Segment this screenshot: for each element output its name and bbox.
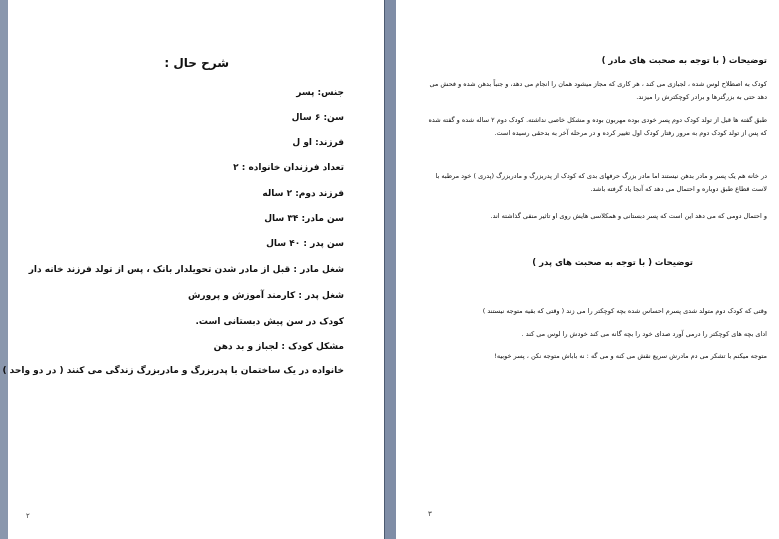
info-line-child-order: فرزند: او ل <box>292 138 344 148</box>
info-line-family-living: خانواده در یک ساختمان با پدربزرگ و مادربزرگ زندگی می کنند ( در دو واحد ) <box>2 366 344 376</box>
info-line-father-job: شغل پدر : کارمند آموزش و پرورش <box>187 291 344 301</box>
section-title-mother: توضیحات ( با توجه به صحبت های مادر ) <box>601 56 767 66</box>
paragraph: و احتمال دومی که می دهد این است که پسر دبستانی و همکلاسی هایش روی او تاثیر منفی گذاشته اند. <box>490 212 767 220</box>
page-number: ۳ <box>428 510 432 518</box>
info-line-problem: مشکل کودک : لجباز و بد دهن <box>213 342 344 352</box>
paragraph: متوجه میکنم با تشکر می دم مادرش سریع نقش می کنه و می گه : نه باباش متوجه نکن ، پسر خوبیه! <box>494 352 767 360</box>
info-line-father-age: سن پدر : ۴۰ سال <box>266 239 344 249</box>
paragraph: در خانه هم یک پسر و مادر بدهن نیستند اما مادر بزرگ حرفهای بدی که کودک از پدربزرگ و مادربزرگ (پدری ) خود مرطبه با لاست قطاع طبق دوباره و احتمال می دهد که آنجا یاد گرفته باشد. <box>435 172 767 193</box>
info-line-second-child: فرزند دوم: ۲ ساله <box>262 189 344 199</box>
info-line-preschool: کودک در سن پیش دبستانی است. <box>195 317 344 327</box>
info-line-mother-job: شغل مادر : قبل از مادر شدن تحویلدار بانک ، پس از تولد فرزند خانه دار <box>28 265 344 275</box>
document-page-left <box>2 0 384 539</box>
info-line-children-count: تعداد فرزندان خانواده : ۲ <box>233 163 344 173</box>
paragraph: طبق گفته ها قبل از تولد کودک دوم پسر خودی بوده مهربون بوده و مشکل خاصی نداشته. کودک دوم ۲ ساله شده و گفته شده که پس از تولد کودک دوم به مرور رفتار کودک اول تغییر کرده و در مرحله آخر به بدحقی رسیده است. <box>428 116 767 137</box>
info-line-gender: جنس: پسر <box>296 88 344 98</box>
paragraph: وقتی که کودک دوم متولد شدی پسرم احساس شده بچه کوچکتر را می زند ( وقتی که بقیه متوجه نیستند ) <box>482 307 767 315</box>
info-line-mother-age: سن مادر: ۳۴ سال <box>264 214 344 224</box>
paragraph: کودک به اصطلاح لوس شده ، لجبازی می کند ، هر کاری که مجاز میشود همان را انجام می دهد، و جنباً بدهن شده و فحش می دهد حتی به بزرگترها و برادر کوچکترش را میزند. <box>429 80 767 101</box>
section-title-father: توضیحات ( با توجه به صحبت های پدر ) <box>532 258 693 268</box>
page-number: ۲ <box>26 512 30 520</box>
document-page-right <box>396 0 779 539</box>
paragraph: ادای بچه های کوچکتر را درمی آورد صدای خود را بچه گانه می کند خودش را لوس می کند . <box>521 330 767 338</box>
page-title: شرح حال : <box>164 56 229 70</box>
info-line-age: سن: ۶ سال <box>291 113 344 123</box>
